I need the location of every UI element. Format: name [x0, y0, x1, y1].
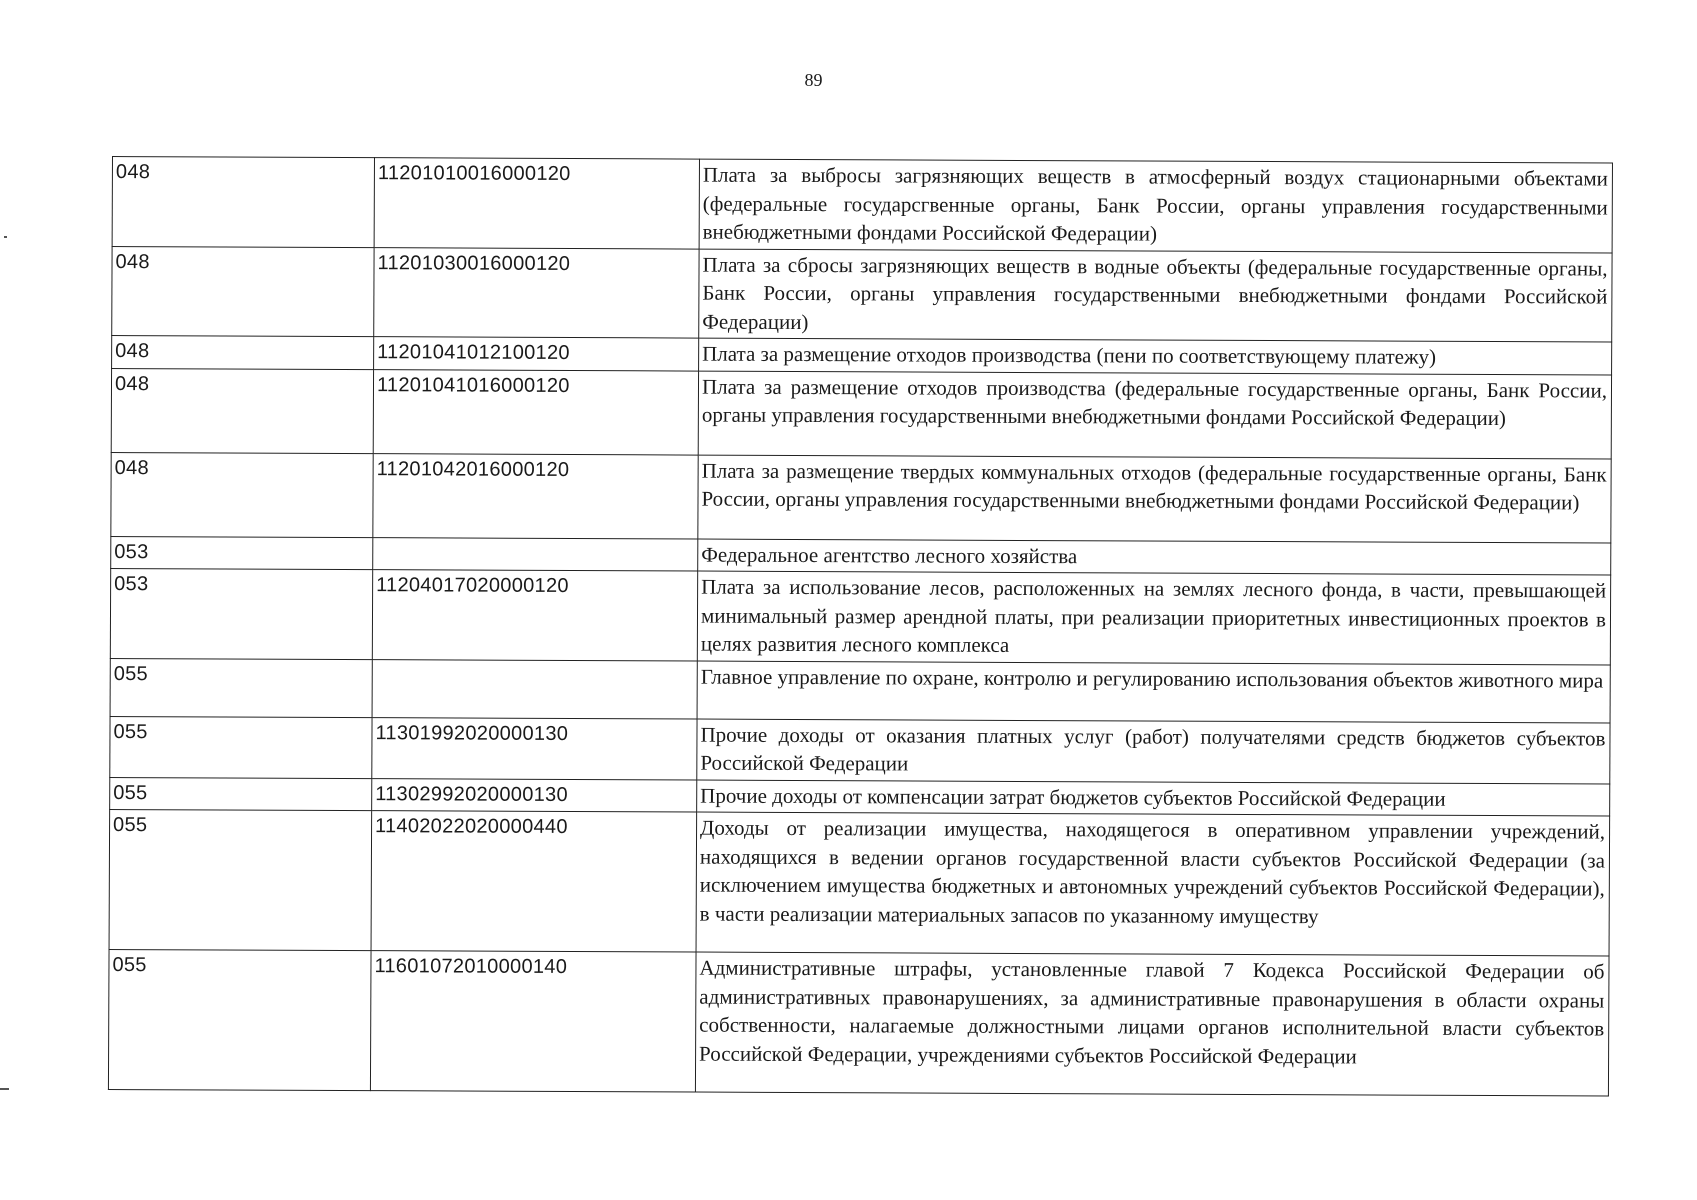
table-row: [111, 452, 1611, 543]
budget-code-cell: 11201010016000120: [374, 158, 699, 249]
description-cell: Плата за сбросы загрязняющих веществ в водные объекты (федеральные государственные органы, Банк России, органы управления государственными внебюджетными фондами Российской Федерации): [699, 249, 1612, 342]
scan-edge-mark: [0, 1088, 9, 1090]
admin-code-cell: 048: [111, 368, 373, 453]
admin-code-cell: 048: [112, 336, 374, 370]
scan-edge-mark: [4, 236, 7, 238]
table-row: [108, 949, 1609, 1096]
budget-code-cell: [372, 659, 697, 718]
description-cell: Плата за размещение отходов производства (пени по соответствующему платежу): [699, 338, 1612, 374]
budget-code-cell: 11301992020000130: [372, 717, 697, 779]
description-cell: Плата за размещение отходов производства (федеральные государственные органы, Банк России, органы управления государственными внебюджетными фондами Российской Федерации): [698, 371, 1611, 459]
admin-code-cell: 055: [110, 658, 372, 717]
admin-code-cell: 048: [112, 157, 374, 248]
budget-code-cell: 11201042016000120: [373, 453, 698, 538]
admin-code-cell: 055: [109, 809, 372, 950]
description-cell: Плата за размещение твердых коммунальных отходов (федеральные государственные органы, Банк России, органы управления государственными внебюджетными фондами Российской Федерации): [698, 455, 1611, 543]
budget-code-cell: 11204017020000120: [372, 570, 697, 661]
table-row: [111, 368, 1611, 459]
budget-code-cell: 11402022020000440: [371, 811, 697, 952]
description-cell: Плата за использование лесов, расположенных на землях лесного фонда, в части, превышающей минимальный размер арендной платы, при реализации приоритетных инвестиционных проектов в целях развития лесного комплекса: [697, 571, 1610, 664]
description-cell: Главное управление по охране, контролю и регулированию использования объектов животного мира: [697, 661, 1610, 723]
description-cell: Федеральное агентство лесного хозяйства: [698, 539, 1611, 575]
budget-code-cell: 11302992020000130: [372, 778, 697, 812]
admin-code-cell: 048: [112, 246, 374, 337]
admin-code-cell: 055: [108, 949, 371, 1090]
budget-code-cell: [373, 537, 698, 571]
budget-code-cell: 11201041016000120: [373, 369, 698, 454]
admin-code-cell: 053: [111, 536, 373, 570]
page-number: 89: [804, 70, 823, 90]
budget-code-cell: 11601072010000140: [370, 951, 696, 1092]
admin-code-cell: 055: [110, 777, 372, 811]
table-row: [110, 568, 1610, 664]
description-cell: Административные штрафы, установленные главой 7 Кодекса Российской Федерации об административных правонарушениях, за административные правонарушения в области охраны собственности, налагаемые должностными лицами органов исполнительной власти субъектов Российской Федерации, учреждениями субъектов Российской Федерации: [695, 952, 1609, 1096]
table-row: [112, 246, 1612, 342]
budget-code-cell: 11201041012100120: [374, 337, 699, 371]
table-row: [112, 157, 1612, 253]
description-cell: Доходы от реализации имущества, находящегося в оперативном управлении учреждений, находящихся в ведении органов государственной власти субъектов Российской Федерации (за исключением имущества бюджетных и автономных учреждений субъектов Российской Федерации), в части реализации материальных запасов по указанному имуществу: [696, 812, 1610, 956]
table-row: [110, 716, 1610, 784]
admin-code-cell: 055: [110, 716, 372, 778]
revenue-codes-table: [108, 156, 1613, 1097]
table-row: [109, 809, 1610, 956]
admin-code-cell: 053: [110, 568, 372, 659]
admin-code-cell: 048: [111, 452, 373, 537]
budget-code-cell: 11201030016000120: [374, 247, 699, 338]
table-row: [110, 658, 1610, 723]
description-cell: Прочие доходы от компенсации затрат бюджетов субъектов Российской Федерации: [697, 780, 1610, 816]
description-cell: Плата за выбросы загрязняющих веществ в атмосферный воздух стационарными объектами (федеральные государсгвенные органы, Банк России, органы управления государственными внебюджетными фондами Российской Федерации): [699, 159, 1612, 252]
description-cell: Прочие доходы от оказания платных услуг (работ) получателями средств бюджетов субъектов Российской Федерации: [697, 719, 1610, 784]
